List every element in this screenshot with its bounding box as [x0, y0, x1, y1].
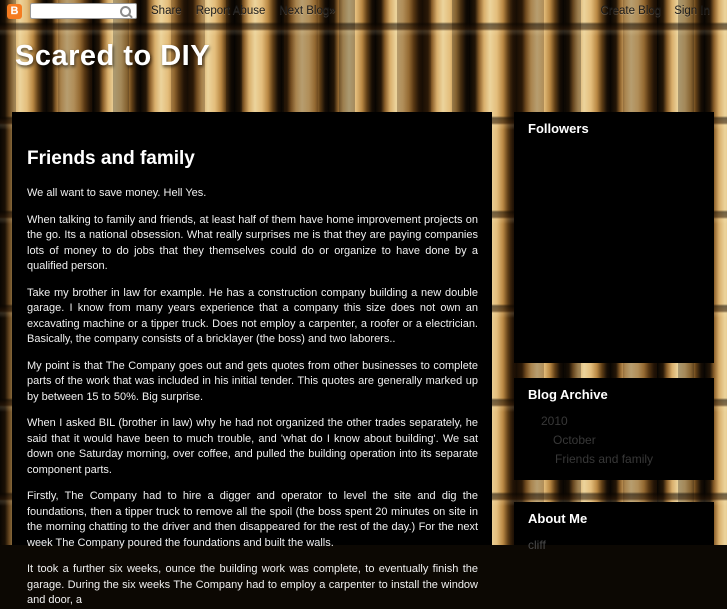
archive-post-link[interactable]: Friends and family [555, 452, 654, 466]
blog-archive-list [528, 412, 700, 469]
post-title-link[interactable]: Friends and family [27, 148, 195, 169]
navbar-search-box [30, 3, 137, 19]
navbar-share-link[interactable]: Share [151, 5, 182, 17]
profile-name-link[interactable]: cliff [528, 538, 546, 552]
blogger-logo-icon[interactable]: B [7, 4, 22, 19]
followers-heading: Followers [528, 121, 589, 136]
search-icon[interactable] [120, 6, 131, 17]
followers-widget [514, 112, 714, 363]
post-panel [12, 112, 492, 606]
post-paragraph: Take my brother in law for example. He has a construction company building a new double garage. I know from many years experience that a company this size does not own an excavating machine or a tipper truck. Does not employ a carpenter, a roofer or a electrician. Basically, the company consists of a bricklayer (the boss) and two laborers.. [27, 286, 478, 345]
about-me-widget [514, 502, 714, 552]
navbar-search-input[interactable] [35, 5, 120, 17]
navbar-sign-in-link[interactable]: Sign In [674, 5, 710, 17]
post-paragraph: Firstly, The Company had to hire a digger and operator to level the site and dig the foundations, then a tipper truck to remove all the spoil (the boss spent 20 minutes on site in the morning chatting to the driver and then disappeared for the rest of the day.) For the next week The Company poured the foundations and built the walls. [27, 490, 478, 549]
navbar-next-blog-link[interactable]: Next Blog» [279, 5, 336, 17]
about-me-heading: About Me [528, 511, 588, 526]
blog-title-link[interactable]: Scared to DIY [15, 40, 211, 72]
post-paragraph: When I asked BIL (brother in law) why he had not organized the other trades separately, he said that it would have been to much trouble, and 'what do I know about building'. We sat down one Saturday morning, over coffee, and pulled the building operation into its separate component parts. [27, 417, 478, 476]
archive-year-link[interactable]: 2010 [541, 414, 568, 428]
post-paragraph: It took a further six weeks, ounce the building work was complete, to eventually finish the garage. During the six weeks The Company had to employ a carpenter to install the window and door, a [27, 563, 478, 606]
blogger-navbar [0, 0, 727, 22]
navbar-report-abuse-link[interactable]: Report Abuse [195, 5, 266, 17]
post-paragraph: We all want to save money. Hell Yes. [27, 187, 207, 199]
post-body [27, 186, 478, 609]
post-paragraph: When talking to family and friends, at least half of them have home improvement projects on the go. Its a national obsession. What really surprises me is that they are paying companies lots of money to do jobs that they themselves could do or organize to have done by a qualified person. [27, 213, 478, 272]
post-paragraph: My point is that The Company goes out and gets quotes from other businesses to complete parts of the work that was included in his initial tender. This quotes are generally marked up by between 15 to 50%. Big surprise. [27, 359, 478, 403]
archive-month-link[interactable]: October [553, 433, 596, 447]
blog-archive-widget [514, 378, 714, 480]
blog-archive-heading: Blog Archive [528, 387, 608, 402]
navbar-create-blog-link[interactable]: Create Blog [600, 5, 662, 17]
